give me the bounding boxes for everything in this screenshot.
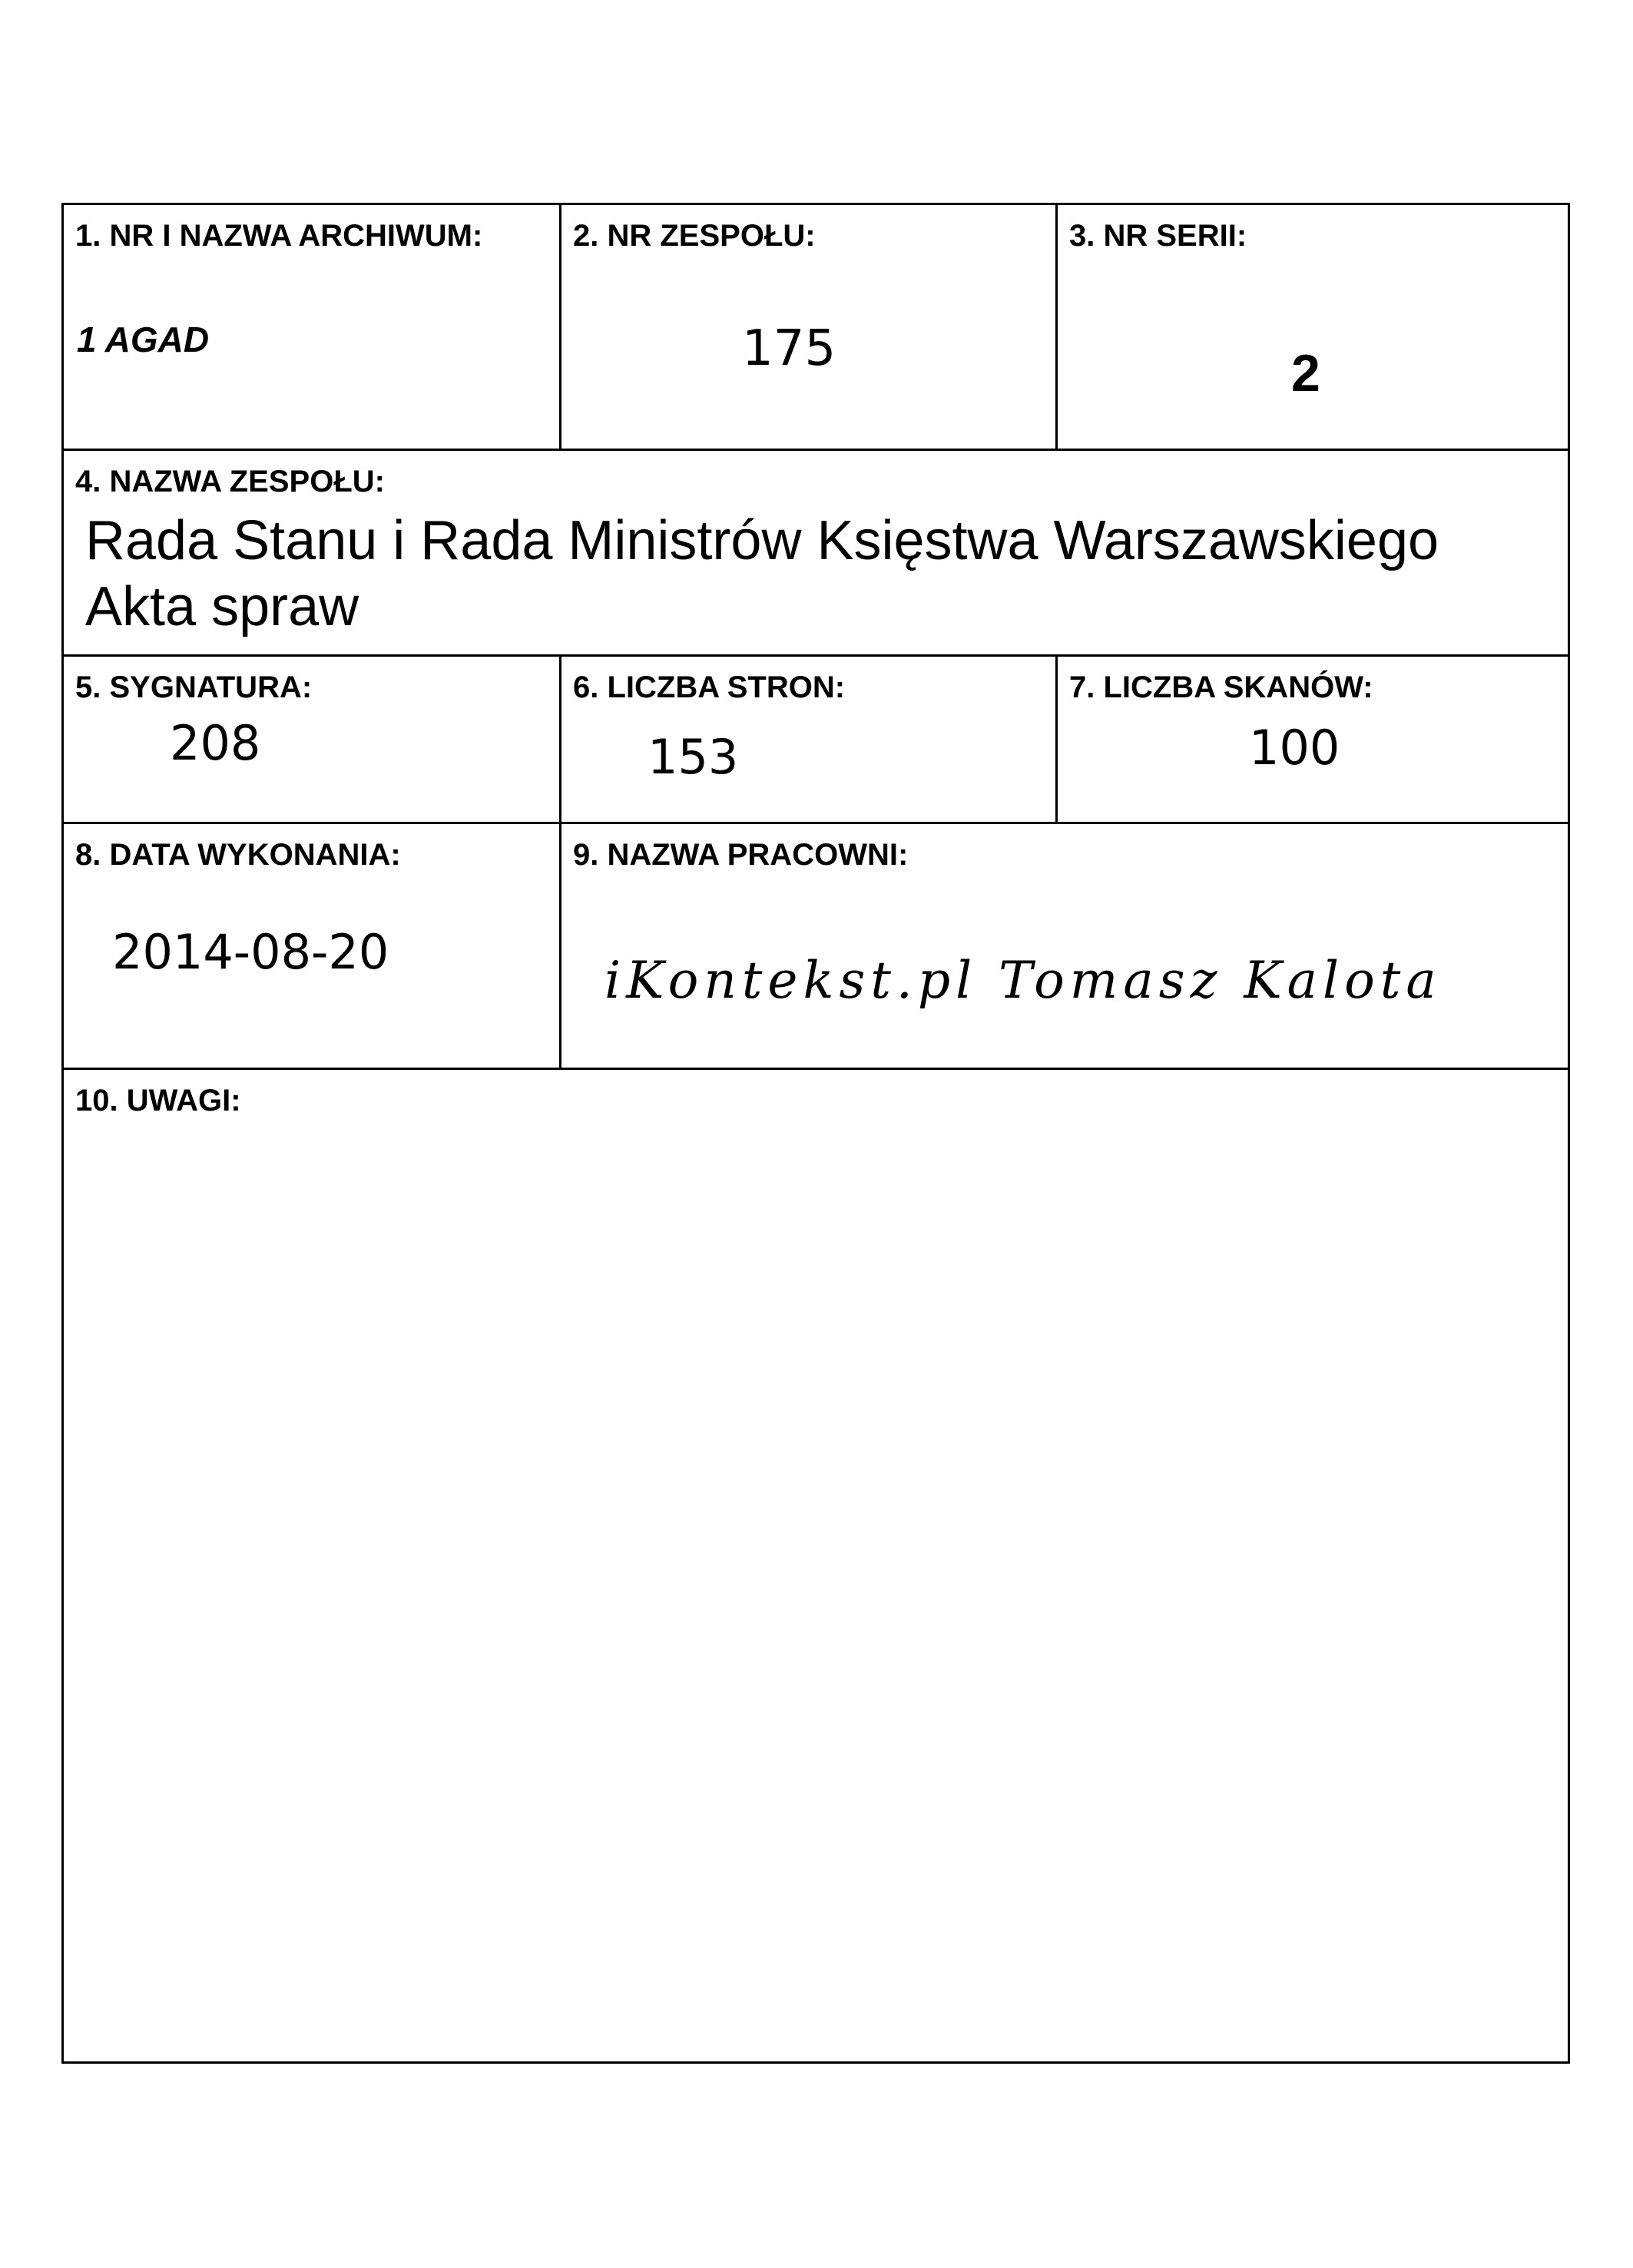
series-number-value: 2 [1291, 344, 1320, 402]
signature-cell [64, 657, 561, 822]
form-row-3 [64, 657, 1568, 824]
fond-name-line-1: Rada Stanu i Rada Ministrów Księstwa Warszawskiego [85, 510, 1439, 571]
form-row-2 [64, 451, 1568, 657]
archive-cell [64, 205, 561, 449]
workshop-value: iKontekst.pl Tomasz Kalota [605, 951, 1442, 1010]
form-row-4 [64, 824, 1568, 1070]
form-row-5 [64, 1070, 1568, 2061]
fond-name-label: 4. NAZWA ZESPOŁU: [75, 465, 385, 498]
form-row-1 [64, 205, 1568, 451]
fond-number-value: 175 [742, 320, 836, 377]
archive-form [61, 203, 1570, 2064]
signature-value: 208 [170, 715, 261, 771]
page-count-value: 153 [648, 729, 739, 785]
fond-number-cell [561, 205, 1058, 449]
scan-count-cell [1058, 657, 1568, 822]
fond-name-cell [64, 451, 1568, 654]
date-cell [64, 824, 561, 1068]
date-value: 2014-08-20 [112, 924, 389, 980]
archive-value: 1 AGAD [77, 320, 210, 359]
scan-count-value: 100 [1249, 720, 1340, 776]
page-count-label: 6. LICZBA STRON: [573, 670, 846, 704]
remarks-label: 10. UWAGI: [75, 1084, 241, 1117]
scan-count-label: 7. LICZBA SKANÓW: [1069, 670, 1373, 704]
archive-label: 1. NR I NAZWA ARCHIWUM: [75, 219, 483, 253]
series-number-label: 3. NR SERII: [1069, 219, 1247, 253]
signature-label: 5. SYGNATURA: [75, 670, 313, 704]
fond-name-line-2: Akta spraw [85, 576, 359, 637]
date-label: 8. DATA WYKONANIA: [75, 838, 401, 872]
workshop-cell [561, 824, 1568, 1068]
page-count-cell [561, 657, 1058, 822]
remarks-cell [64, 1070, 1568, 2061]
series-number-cell [1058, 205, 1568, 449]
fond-number-label: 2. NR ZESPOŁU: [573, 219, 816, 253]
workshop-label: 9. NAZWA PRACOWNI: [573, 838, 909, 872]
